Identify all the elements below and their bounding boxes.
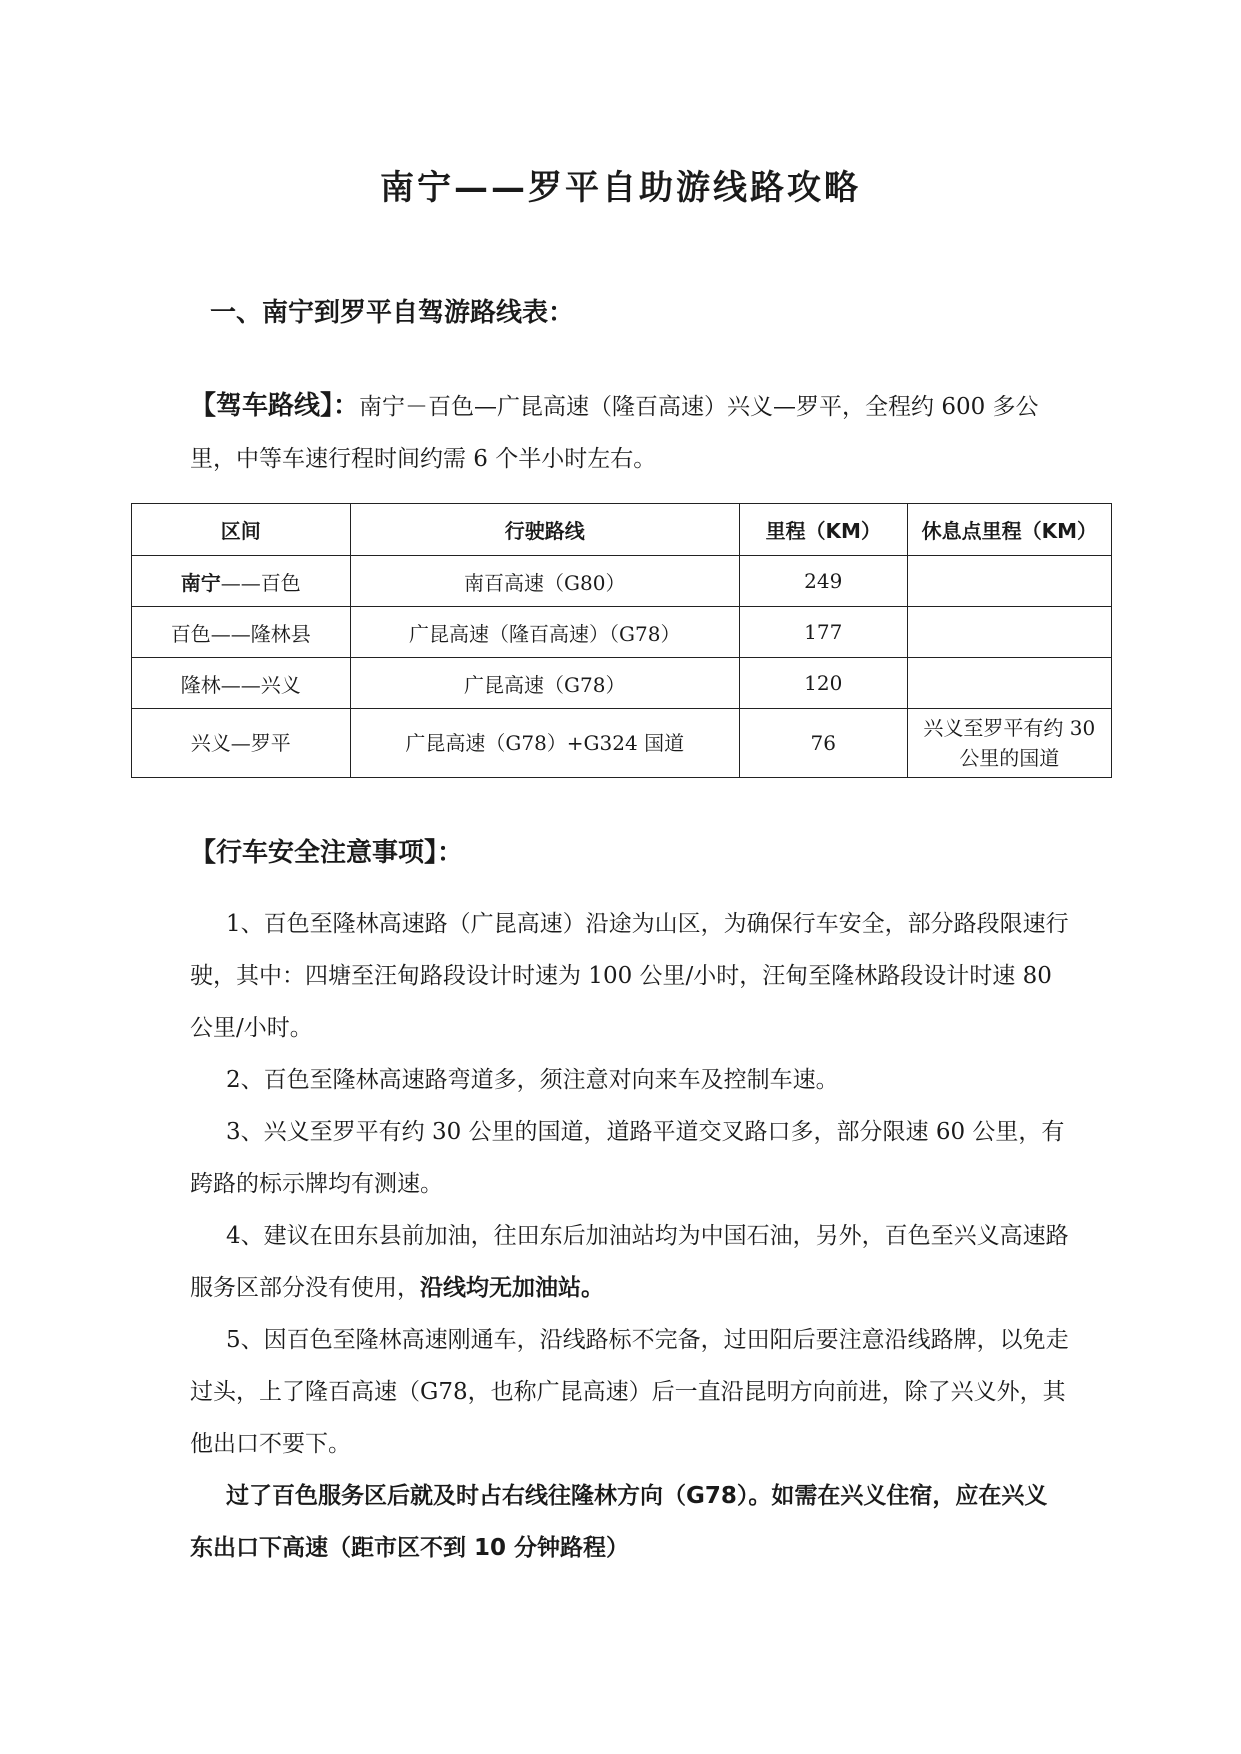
- cell-section-bold: 南宁: [180, 570, 221, 595]
- table-row: [132, 607, 1112, 658]
- route-table: [131, 503, 1112, 778]
- header-road: 行驶路线: [350, 504, 739, 556]
- route-label: 【驾车路线】：: [190, 391, 360, 421]
- cell-section: 兴义—罗平: [132, 709, 351, 778]
- safety-item: 3、兴义至罗平有约 30 公里的国道，道路平道交叉路口多，部分限速 60 公里，有跨路的标示牌均有测速。: [190, 1119, 1065, 1197]
- cell-section: 百色——隆林县: [132, 607, 351, 658]
- section-title: 一、南宁到罗平自驾游路线表：: [210, 298, 575, 328]
- safety-item-bold: 沿线均无加油站。: [420, 1275, 604, 1301]
- cell-road: 广昆高速（G78）: [350, 658, 739, 709]
- cell-road: 广昆高速（G78）+G324 国道: [350, 709, 739, 778]
- cell-section: [132, 556, 351, 607]
- cell-rest: 兴义至罗平有约 30 公里的国道: [907, 709, 1111, 778]
- header-section: 区间: [132, 504, 351, 556]
- safety-item: 2、百色至隆林高速路弯道多，须注意对向来车及控制车速。: [226, 1067, 839, 1093]
- cell-section-rest: ——百色: [220, 570, 301, 595]
- route-paragraph: [190, 380, 1070, 485]
- table-row: [132, 556, 1112, 607]
- header-distance: 里程（KM）: [739, 504, 907, 556]
- safety-item-text: 4、建议在田东县前加油，往田东后加油站均为中国石油，另外，百色至兴义高速路服务区部分没有使用，: [190, 1223, 1069, 1301]
- safety-item: [190, 1210, 1070, 1314]
- cell-distance: 249: [739, 556, 907, 607]
- cell-rest: [907, 658, 1111, 709]
- cell-rest: [907, 556, 1111, 607]
- cell-distance: 76: [739, 709, 907, 778]
- cell-section: 隆林——兴义: [132, 658, 351, 709]
- cell-distance: 120: [739, 658, 907, 709]
- cell-road: 南百高速（G80）: [350, 556, 739, 607]
- table-row: [132, 709, 1112, 778]
- safety-list: [190, 898, 1070, 1574]
- table-row: [132, 658, 1112, 709]
- cell-rest: [907, 607, 1111, 658]
- safety-item: 1、百色至隆林高速路（广昆高速）沿途为山区，为确保行车安全，部分路段限速行驶，其中：四塘至汪甸路段设计时速为 100 公里/小时，汪甸至隆林路段设计时速 80 公里/小时。: [190, 911, 1069, 1041]
- route-text: 南宁－百色—广昆高速（隆百高速）兴义—罗平，全程约 600 多公里，中等车速行程时间约需 6 个半小时左右。: [190, 394, 1039, 472]
- safety-note: 过了百色服务区后就及时占右线往隆林方向（G78）。如需在兴义住宿，应在兴义东出口下高速（距市区不到 10 分钟路程）: [190, 1483, 1048, 1561]
- cell-road: 广昆高速（隆百高速）（G78）: [350, 607, 739, 658]
- safety-item: 5、因百色至隆林高速刚通车，沿线路标不完备，过田阳后要注意沿线路牌，以免走过头，上了隆百高速（G78，也称广昆高速）后一直沿昆明方向前进，除了兴义外，其他出口不要下。: [190, 1327, 1069, 1457]
- document-title: 南宁——罗平自助游线路攻略: [380, 168, 861, 208]
- header-rest-distance: 休息点里程（KM）: [907, 504, 1111, 556]
- cell-distance: 177: [739, 607, 907, 658]
- table-header-row: [132, 504, 1112, 556]
- safety-heading: 【行车安全注意事项】：: [190, 838, 464, 868]
